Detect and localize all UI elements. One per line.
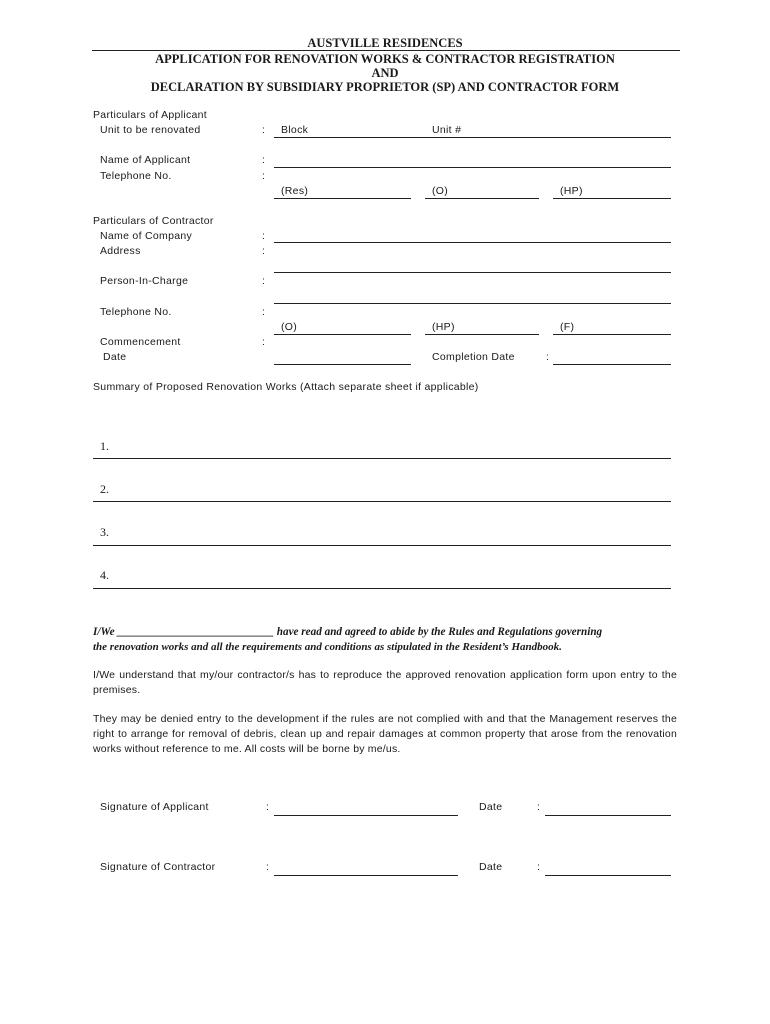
contractor-telephone-label: Telephone No. bbox=[100, 306, 172, 318]
summary-item-number: 2. bbox=[100, 482, 109, 496]
address-label: Address bbox=[100, 245, 141, 257]
company-name-field[interactable] bbox=[274, 242, 671, 243]
colon: : bbox=[546, 351, 549, 363]
tel-res-label: (Res) bbox=[281, 185, 309, 197]
summary-item-number: 1. bbox=[100, 439, 109, 453]
colon: : bbox=[262, 306, 265, 318]
contractor-date-label: Date bbox=[479, 861, 503, 873]
summary-item-number: 3. bbox=[100, 525, 109, 539]
contractor-tel-hp-label: (HP) bbox=[432, 321, 455, 333]
contractor-section-title: Particulars of Contractor bbox=[93, 215, 214, 227]
tel-office-field[interactable] bbox=[425, 198, 539, 199]
applicant-signature-field[interactable] bbox=[274, 815, 458, 816]
commencement-date-field[interactable] bbox=[274, 364, 411, 365]
applicant-name-label: Name of Applicant bbox=[100, 154, 191, 166]
completion-date-field[interactable] bbox=[553, 364, 671, 365]
contractor-tel-office-label: (O) bbox=[281, 321, 298, 333]
declaration-paragraph-1: I/We understand that my/our contractor/s has to reproduce the approved renovation application form upon entry to the premises. bbox=[93, 669, 677, 696]
contractor-date-field[interactable] bbox=[545, 875, 671, 876]
colon: : bbox=[262, 154, 265, 166]
form-title-line2: AND bbox=[371, 66, 399, 80]
tel-office-label: (O) bbox=[432, 185, 449, 197]
declaration-line1: I/We ____________________________ have read and agreed to abide by the Rules and Regulations governing bbox=[93, 626, 603, 638]
contractor-fax-field[interactable] bbox=[553, 334, 671, 335]
contractor-signature-field[interactable] bbox=[274, 875, 458, 876]
colon: : bbox=[262, 124, 265, 136]
applicant-telephone-label: Telephone No. bbox=[100, 170, 172, 182]
colon: : bbox=[537, 861, 540, 873]
unit-label: Unit to be renovated bbox=[100, 124, 201, 136]
address-field[interactable] bbox=[274, 272, 671, 273]
applicant-name-field[interactable] bbox=[274, 167, 671, 168]
applicant-date-field[interactable] bbox=[545, 815, 671, 816]
summary-item-number: 4. bbox=[100, 568, 109, 582]
form-title-line3: DECLARATION BY SUBSIDIARY PROPRIETOR (SP) AND CONTRACTOR FORM bbox=[150, 80, 620, 94]
block-label: Block bbox=[281, 124, 309, 136]
summary-item-2-field[interactable] bbox=[93, 501, 671, 502]
colon: : bbox=[262, 245, 265, 257]
completion-date-label: Completion Date bbox=[432, 351, 515, 363]
commencement-label: Commencement bbox=[100, 336, 181, 348]
colon: : bbox=[262, 336, 265, 348]
colon: : bbox=[266, 801, 269, 813]
contractor-fax-label: (F) bbox=[560, 321, 575, 333]
form-title-line1: APPLICATION FOR RENOVATION WORKS & CONTRACTOR REGISTRATION bbox=[155, 52, 615, 66]
person-in-charge-label: Person-In-Charge bbox=[100, 275, 189, 287]
company-name-label: Name of Company bbox=[100, 230, 193, 242]
tel-res-field[interactable] bbox=[274, 198, 411, 199]
person-in-charge-field[interactable] bbox=[274, 303, 671, 304]
applicant-date-label: Date bbox=[479, 801, 503, 813]
contractor-tel-hp-field[interactable] bbox=[425, 334, 539, 335]
contractor-tel-office-field[interactable] bbox=[274, 334, 411, 335]
header-rule bbox=[92, 50, 680, 51]
colon: : bbox=[262, 230, 265, 242]
applicant-section-title: Particulars of Applicant bbox=[93, 109, 208, 121]
summary-item-3-field[interactable] bbox=[93, 545, 671, 546]
summary-label: Summary of Proposed Renovation Works (Attach separate sheet if applicable) bbox=[93, 381, 479, 393]
colon: : bbox=[537, 801, 540, 813]
summary-item-4-field[interactable] bbox=[93, 588, 671, 589]
tel-hp-field[interactable] bbox=[553, 198, 671, 199]
colon: : bbox=[266, 861, 269, 873]
colon: : bbox=[262, 170, 265, 182]
applicant-signature-label: Signature of Applicant bbox=[100, 801, 209, 813]
declaration-line2: the renovation works and all the requirements and conditions as stipulated in the Resident’s Handbook. bbox=[93, 641, 562, 653]
commencement-date-label: Date bbox=[103, 351, 127, 363]
unit-number-label: Unit # bbox=[432, 124, 462, 136]
org-name: AUSTVILLE RESIDENCES bbox=[307, 36, 463, 50]
declaration-paragraph-2: They may be denied entry to the development if the rules are not complied with and that the Management reserves the right to arrange for removal of debris, clean up and repair damages at common property that arose from the renovation works without reference to me. All costs will be borne by me/us. bbox=[93, 713, 677, 755]
contractor-signature-label: Signature of Contractor bbox=[100, 861, 216, 873]
unit-field[interactable] bbox=[274, 137, 671, 138]
tel-hp-label: (HP) bbox=[560, 185, 583, 197]
colon: : bbox=[262, 275, 265, 287]
summary-item-1-field[interactable] bbox=[93, 458, 671, 459]
